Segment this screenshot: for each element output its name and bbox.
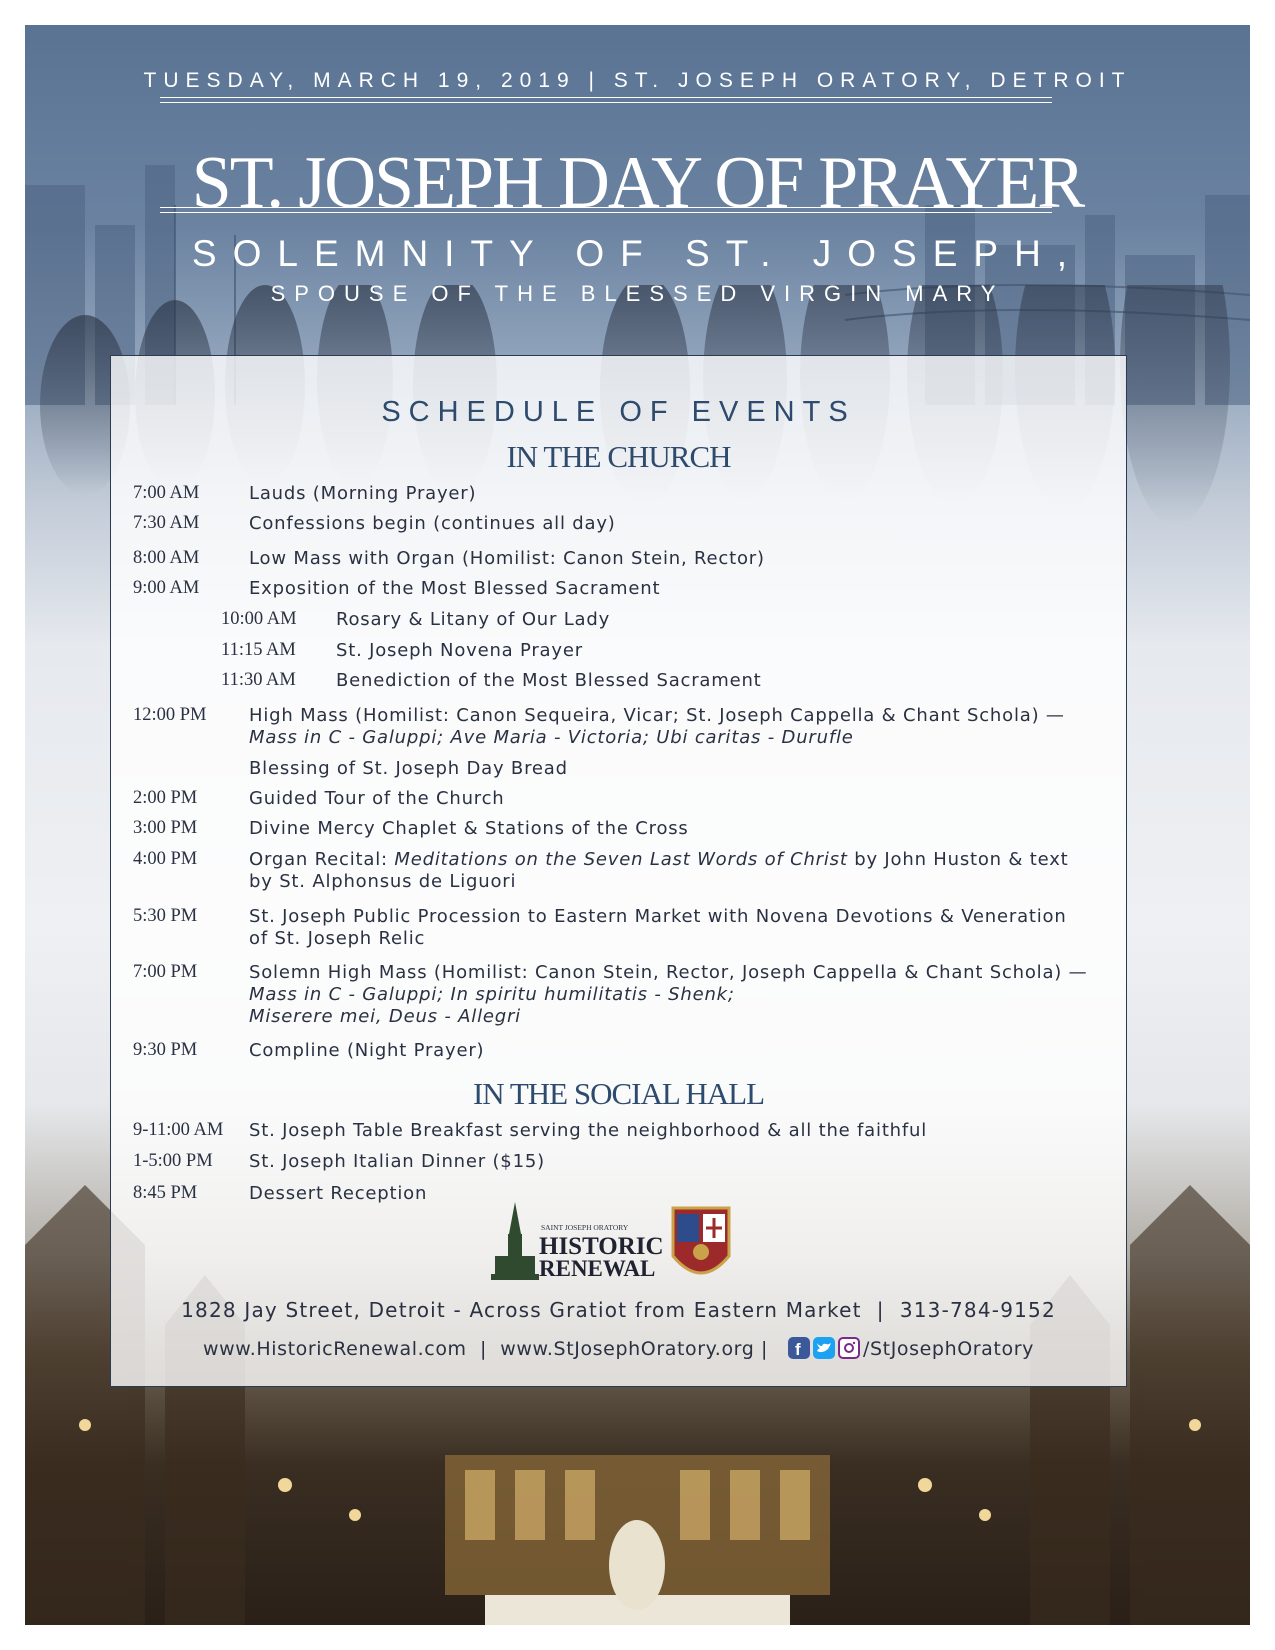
- event-description: [249, 705, 1089, 749]
- event-time: 7:00 PM: [133, 962, 198, 982]
- event-time: 9:30 PM: [133, 1040, 198, 1060]
- event-description-text: High Mass (Homilist: Canon Sequeira, Vicar; St. Joseph Cappella & Chant Schola) —: [249, 705, 1065, 726]
- contact-links: [111, 1338, 1126, 1361]
- title-rule: [160, 207, 1052, 208]
- event-description: St. Joseph Italian Dinner ($15): [249, 1151, 545, 1172]
- historic-renewal-logo: [491, 1194, 751, 1304]
- event-description-text: by John Huston & text by St. Alphonsus de Liguori: [249, 849, 1069, 892]
- event-time: 2:00 PM: [133, 788, 198, 808]
- event-date-location: TUESDAY, MARCH 19, 2019 | ST. JOSEPH ORATORY, DETROIT: [143, 69, 1132, 92]
- event-description: [249, 962, 1089, 1028]
- music-program: Miserere mei, Deus - Allegri: [249, 1006, 521, 1027]
- event-description: St. Joseph Public Procession to Eastern Market with Novena Devotions & Veneration of St. Joseph Relic: [249, 906, 1067, 949]
- event-time: 4:00 PM: [133, 849, 198, 869]
- schedule-panel: [110, 355, 1127, 1387]
- event-time: 9:00 AM: [133, 578, 200, 598]
- church-section-heading: IN THE CHURCH: [506, 439, 731, 474]
- event-description: Blessing of St. Joseph Day Bread: [249, 758, 568, 779]
- event-time: 3:00 PM: [133, 818, 198, 838]
- event-description: Lauds (Morning Prayer): [249, 483, 477, 504]
- event-description: Exposition of the Most Blessed Sacrament: [249, 578, 661, 599]
- event-time: 11:15 AM: [221, 640, 296, 660]
- schedule-title: SCHEDULE OF EVENTS: [381, 396, 856, 428]
- event-description: Compline (Night Prayer): [249, 1040, 485, 1061]
- event-description: Dessert Reception: [249, 1183, 428, 1204]
- social-hall-section-heading: IN THE SOCIAL HALL: [472, 1076, 765, 1111]
- twitter-icon[interactable]: [813, 1337, 835, 1359]
- event-time: 10:00 AM: [221, 609, 297, 629]
- logo-line1: HISTORIC: [539, 1233, 664, 1260]
- historic-renewal-link[interactable]: www.HistoricRenewal.com: [203, 1338, 467, 1360]
- event-subtitle-line2: SPOUSE OF THE BLESSED VIRGIN MARY: [270, 281, 1005, 306]
- event-time: 7:00 AM: [133, 483, 200, 503]
- header-rule: [160, 102, 1052, 103]
- coat-of-arms-icon: [673, 1208, 729, 1273]
- logo-line2: RENEWAL: [539, 1256, 656, 1281]
- event-time: 12:00 PM: [133, 705, 207, 725]
- title-rule: [160, 212, 1052, 213]
- facebook-icon[interactable]: [788, 1337, 810, 1359]
- svg-text:f: f: [794, 1339, 802, 1359]
- event-time: 5:30 PM: [133, 906, 198, 926]
- music-program: Mass in C - Galuppi; Ave Maria - Victoria; Ubi caritas - Durufle: [249, 727, 854, 748]
- social-handle[interactable]: /StJosephOratory: [862, 1338, 1034, 1360]
- recital-title: Meditations on the Seven Last Words of Christ: [394, 849, 848, 870]
- event-description: [249, 849, 1089, 893]
- header-rule: [160, 97, 1052, 98]
- event-description: St. Joseph Novena Prayer: [336, 640, 583, 661]
- link-separator: |: [479, 1338, 487, 1360]
- event-description: Rosary & Litany of Our Lady: [336, 609, 611, 630]
- event-title: ST. JOSEPH DAY OF PRAYER: [191, 142, 1084, 224]
- event-description: Guided Tour of the Church: [249, 788, 505, 809]
- event-time: 11:30 AM: [221, 670, 296, 690]
- event-description: St. Joseph Table Breakfast serving the neighborhood & all the faithful: [249, 1120, 928, 1141]
- event-description: Low Mass with Organ (Homilist: Canon Stein, Rector): [249, 548, 765, 569]
- poster: [25, 25, 1250, 1625]
- event-time: 9-11:00 AM: [133, 1120, 224, 1140]
- music-program: Mass in C - Galuppi; In spiritu humilitatis - Shenk;: [249, 984, 735, 1005]
- logo-small-text: SAINT JOSEPH ORATORY: [541, 1223, 629, 1232]
- event-description: Divine Mercy Chaplet & Stations of the Cross: [249, 818, 689, 839]
- oratory-link[interactable]: www.StJosephOratory.org |: [500, 1338, 769, 1360]
- event-time: 8:00 AM: [133, 548, 200, 568]
- event-time: 1-5:00 PM: [133, 1151, 213, 1171]
- address-phone: 1828 Jay Street, Detroit - Across Gratiot from Eastern Market | 313-784-9152: [181, 1298, 1056, 1322]
- event-subtitle-line1: SOLEMNITY OF ST. JOSEPH,: [191, 233, 1084, 274]
- event-time: 7:30 AM: [133, 513, 200, 533]
- event-description-text: Organ Recital:: [249, 849, 388, 870]
- event-description: Confessions begin (continues all day): [249, 513, 616, 534]
- event-description: Benediction of the Most Blessed Sacrament: [336, 670, 762, 691]
- instagram-icon[interactable]: [838, 1337, 860, 1359]
- church-tower-icon: [491, 1202, 539, 1280]
- event-description-text: Solemn High Mass (Homilist: Canon Stein, Rector, Joseph Cappella & Chant Schola) —: [249, 962, 1088, 983]
- event-time: 8:45 PM: [133, 1183, 198, 1203]
